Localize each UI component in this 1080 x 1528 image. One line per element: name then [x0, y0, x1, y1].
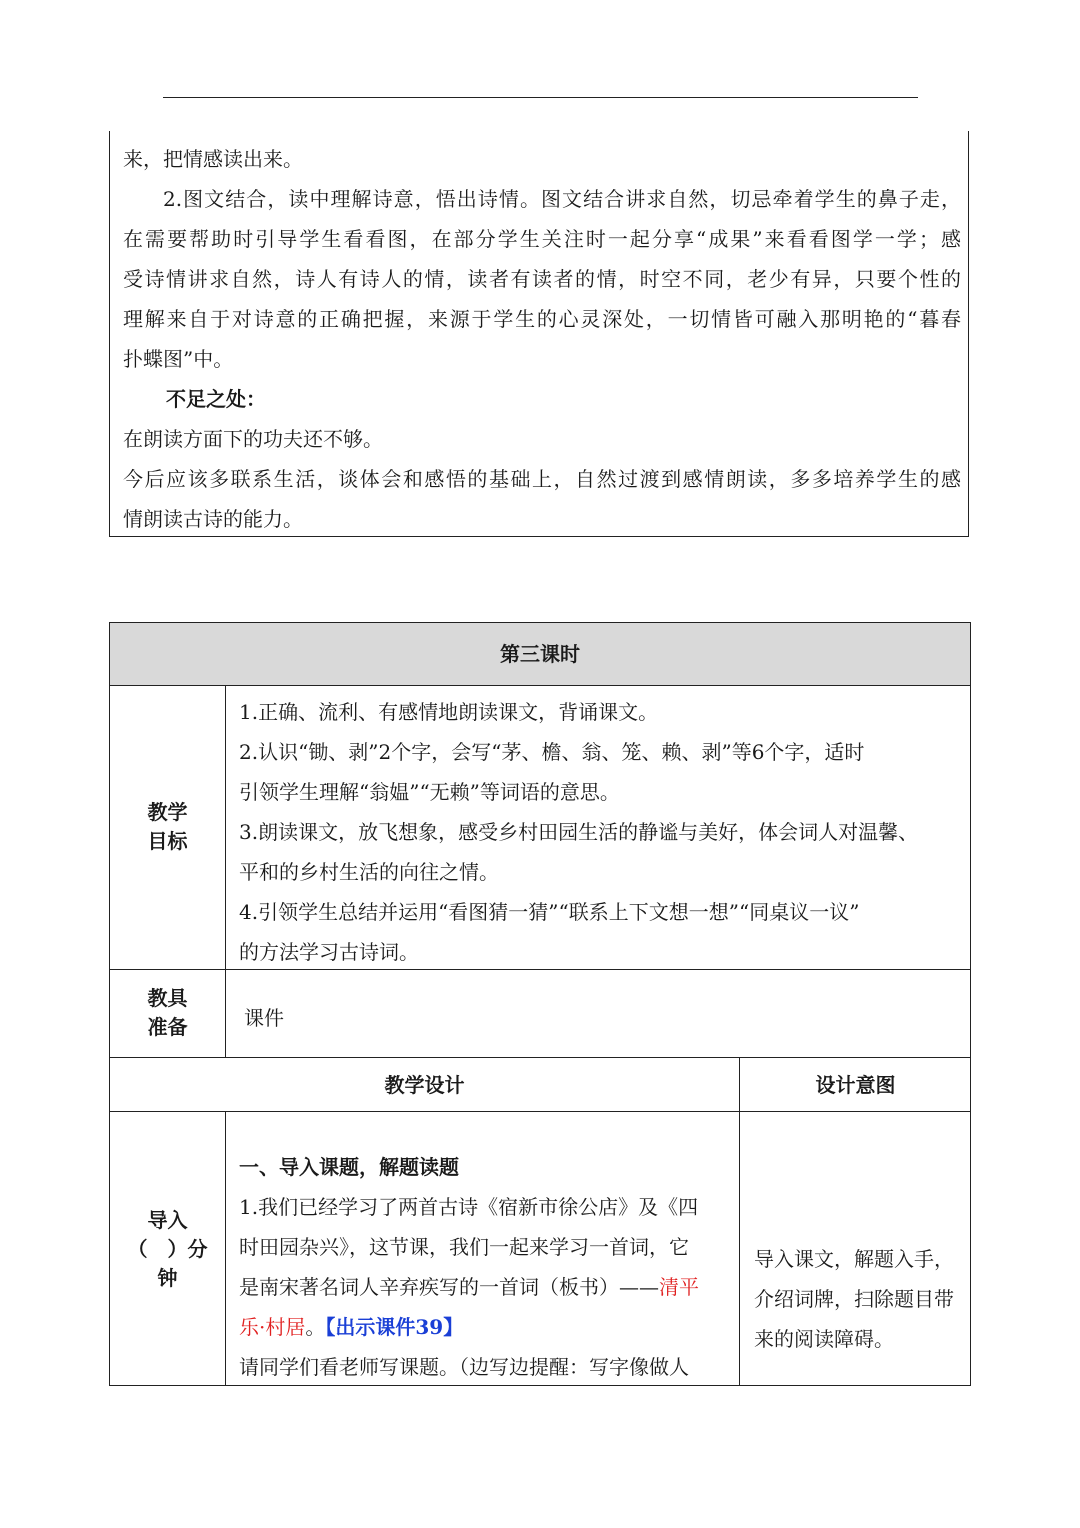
section-heading: 一、导入课题，解题读题	[239, 1155, 459, 1179]
stage-label: 导入	[147, 1208, 188, 1232]
objective-line: 的方法学习古诗词。	[239, 940, 419, 964]
table-rule	[109, 1057, 971, 1058]
shortcomings-line: 今后应该多联系生活，谈体会和感悟的基础上，自然过渡到感情朗读，多多培养学生的感	[123, 467, 961, 491]
lesson-table	[109, 622, 971, 1386]
reflection-line: 来，把情感读出来。	[123, 147, 303, 171]
reflection-line: 受诗情讲求自然，诗人有诗人的情，读者有读者的情，时空不同，老少有异，只要个性的	[123, 267, 961, 291]
design-text: 是南宋著名词人辛弃疾写的一首词（板书）——	[239, 1275, 659, 1299]
shortcomings-heading: 不足之处：	[166, 387, 266, 411]
reflection-line: 在需要帮助时引导学生看看图，在部分学生关注时一起分享“成果”来看看图学一学；感	[123, 227, 961, 251]
reflection-line: 2.图文结合，读中理解诗意，悟出诗情。图文结合讲求自然，切忌牵着学生的鼻子走，	[163, 187, 961, 211]
intent-header: 设计意图	[815, 1073, 896, 1097]
stage-label: 钟	[157, 1266, 178, 1290]
tools-value: 课件	[244, 1006, 284, 1030]
design-line	[239, 1275, 699, 1299]
table-rule	[225, 685, 226, 1058]
reflection-box	[109, 131, 969, 537]
reflection-line: 理解来自于对诗意的正确把握，来源于学生的心灵深处，一切情皆可融入那明艳的“暮春	[123, 307, 961, 331]
intent-line: 介绍词牌，扫除题目带	[754, 1287, 954, 1311]
table-rule	[225, 1111, 226, 1386]
design-line: 1.我们已经学习了两首古诗《宿新市徐公店》及《四	[239, 1195, 699, 1219]
table-rule	[109, 1111, 971, 1112]
objective-line: 1.正确、流利、有感情地朗读课文，背诵课文。	[239, 700, 659, 724]
shortcomings-line: 情朗读古诗的能力。	[123, 507, 303, 531]
tools-label: 教具	[147, 986, 188, 1010]
design-line	[239, 1315, 463, 1339]
courseware-tag: 【出示课件39】	[325, 1315, 464, 1339]
reflection-line: 扑蝶图”中。	[123, 347, 234, 371]
design-line: 时田园杂兴》，这节课，我们一起来学习一首词，它	[239, 1235, 689, 1259]
objective-line: 2.认识“锄、剥”2个字，会写“茅、檐、翁、笼、赖、剥”等6个字，适时	[239, 740, 865, 764]
lesson-title-red: 清平	[659, 1275, 699, 1299]
header-rule	[163, 97, 918, 98]
objective-line: 3.朗读课文，放飞想象，感受乡村田园生活的静谧与美好，体会词人对温馨、	[239, 820, 919, 844]
objectives-label: 教学	[147, 800, 188, 824]
objective-line: 平和的乡村生活的向往之情。	[239, 860, 499, 884]
design-line: 请同学们看老师写课题。（边写边提醒：写字像做人	[239, 1355, 689, 1379]
objective-line: 4.引领学生总结并运用“看图猜一猜”“联系上下文想一想”“同桌议一议”	[239, 900, 860, 924]
intent-line: 导入课文，解题入手，	[754, 1247, 954, 1271]
shortcomings-line: 在朗读方面下的功夫还不够。	[123, 427, 383, 451]
stage-label: （ ）分	[127, 1237, 208, 1261]
tools-label: 准备	[147, 1015, 188, 1039]
table-rule	[739, 1057, 740, 1386]
intent-line: 来的阅读障碍。	[754, 1327, 894, 1351]
lesson-title-red: 乐·村居	[239, 1315, 306, 1339]
table-rule	[109, 969, 971, 970]
objectives-label: 目标	[147, 829, 188, 853]
design-header: 教学设计	[384, 1073, 465, 1097]
lesson-title: 第三课时	[500, 642, 580, 666]
table-rule	[109, 685, 971, 686]
objective-line: 引领学生理解“翁媪”“无赖”等词语的意思。	[239, 780, 620, 804]
design-text: 。	[305, 1315, 326, 1339]
